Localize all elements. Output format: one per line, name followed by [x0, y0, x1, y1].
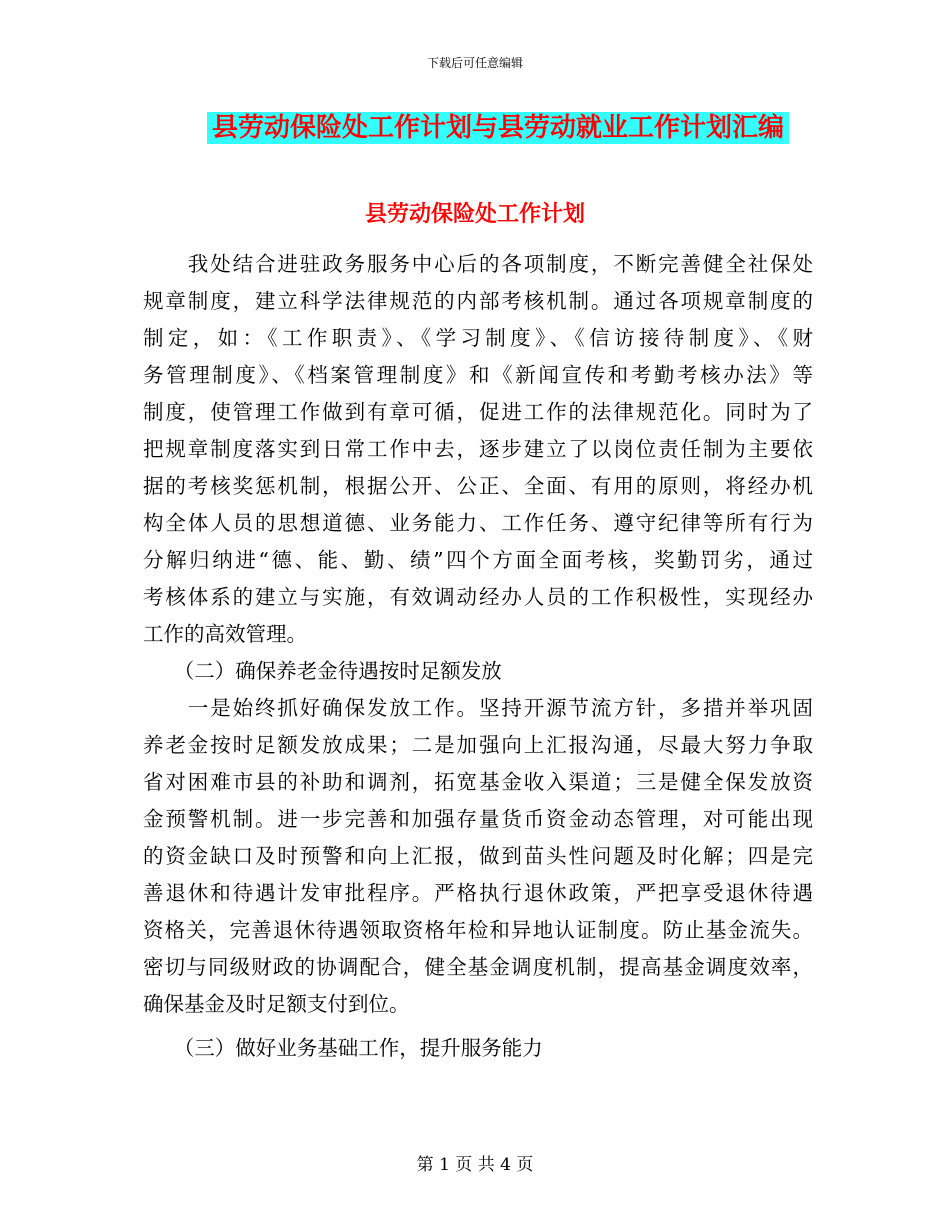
- page-number: 第 1 页 共 4 页: [416, 1155, 534, 1175]
- paragraph-line: 我处结合进驻政务服务中心后的各项制度，不断完善健全社保处: [143, 252, 813, 276]
- paragraph-line: 养老金按时足额发放成果；二是加强向上汇报沟通，尽最大努力争取: [143, 733, 813, 757]
- paragraph-line: 密切与同级财政的协调配合，健全基金调度机制，提高基金调度效率，: [143, 955, 813, 979]
- paragraph-line: 一是始终抓好确保发放工作。坚持开源节流方针，多措并举巩固: [143, 696, 813, 720]
- paragraph-line: 据的考核奖惩机制，根据公开、公正、全面、有用的原则，将经办机: [143, 474, 813, 498]
- paragraph-line: 确保基金及时足额支付到位。: [143, 992, 410, 1016]
- subheading-line: （二）确保养老金待遇按时足额发放: [143, 659, 502, 683]
- paragraph-line: 制定，如：《工作职责》、《学习制度》、《信访接待制度》、《财: [143, 326, 813, 350]
- paragraph-line: 金预警机制。进一步完善和加强存量货币资金动态管理，对可能出现: [143, 807, 813, 831]
- paragraph-line: 制度，使管理工作做到有章可循，促进工作的法律规范化。同时为了: [143, 400, 813, 424]
- paragraph-line: 工作的高效管理。: [143, 622, 307, 646]
- paragraph-line: 资格关，完善退休待遇领取资格年检和异地认证制度。防止基金流失。: [143, 918, 813, 942]
- paragraph-line: 分解归纳进“德、能、勤、绩”四个方面全面考核，奖勤罚劣，通过: [143, 548, 813, 572]
- paragraph-line: 规章制度，建立科学法律规范的内部考核机制。通过各项规章制度的: [143, 289, 813, 313]
- paragraph-line: 构全体人员的思想道德、业务能力、工作任务、遵守纪律等所有行为: [143, 511, 813, 535]
- paragraph-line: 把规章制度落实到日常工作中去，逐步建立了以岗位责任制为主要依: [143, 437, 813, 461]
- section-title: 县劳动保险处工作计划: [364, 202, 585, 227]
- header-note: 下载后可任意编辑: [426, 56, 523, 70]
- subheading-line: （三）做好业务基础工作，提升服务能力: [143, 1036, 543, 1060]
- paragraph-line: 的资金缺口及时预警和向上汇报，做到苗头性问题及时化解；四是完: [143, 844, 813, 868]
- paragraph-line: 务管理制度》、《档案管理制度》和《新闻宣传和考勤考核办法》等: [143, 363, 813, 387]
- document-title: 县劳动保险处工作计划与县劳动就业工作计划汇编: [207, 112, 789, 144]
- paragraph-line: 善退休和待遇计发审批程序。严格执行退休政策，严把享受退休待遇: [143, 881, 813, 905]
- paragraph-line: 考核体系的建立与实施，有效调动经办人员的工作积极性，实现经办: [143, 585, 813, 609]
- body-text: [143, 246, 813, 1067]
- paragraph-line: 省对困难市县的补助和调剂，拓宽基金收入渠道；三是健全保发放资: [143, 770, 813, 794]
